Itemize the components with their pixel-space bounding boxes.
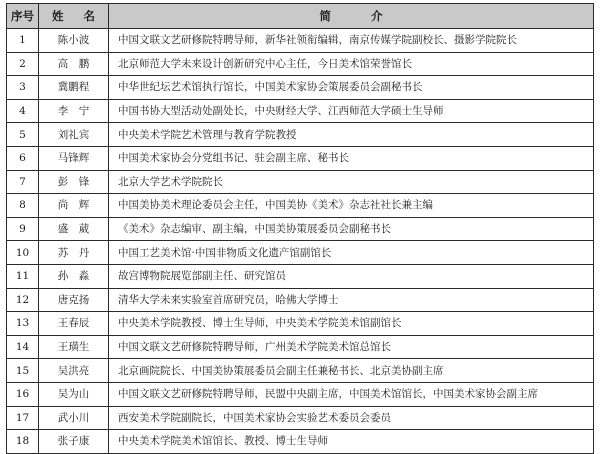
row-bio: 清华大学未来实验室首席研究员，哈佛大学博士	[109, 288, 594, 312]
header-no: 序号	[7, 4, 39, 29]
row-bio: 北京大学艺术学院院长	[109, 170, 594, 194]
header-name: 姓 名	[39, 4, 109, 29]
row-bio: 中国美术家协会分党组书记、驻会副主席、秘书长	[109, 146, 594, 170]
row-number: 6	[7, 146, 39, 170]
row-number: 14	[7, 335, 39, 359]
row-name: 盛 葳	[39, 217, 109, 241]
row-bio: 故宫博物院展览部副主任、研究馆员	[109, 264, 594, 288]
table-row	[7, 76, 594, 100]
row-name: 冀鹏程	[39, 76, 109, 100]
row-bio: 中国文联文艺研修院特聘导师，新华社领衔编辑，南京传媒学院副校长、摄影学院院长	[109, 29, 594, 53]
table-row	[7, 52, 594, 76]
row-name: 刘礼宾	[39, 123, 109, 147]
table-row	[7, 146, 594, 170]
row-number: 4	[7, 99, 39, 123]
row-number: 11	[7, 264, 39, 288]
row-number: 9	[7, 217, 39, 241]
row-bio: 中国工艺美术馆·中国非物质文化遗产馆副馆长	[109, 241, 594, 265]
row-name: 陈小波	[39, 29, 109, 53]
row-name: 王璜生	[39, 335, 109, 359]
table-row	[7, 335, 594, 359]
row-name: 彭 锋	[39, 170, 109, 194]
table-row	[7, 382, 594, 406]
row-bio: 中央美术学院教授、博士生导师，中央美术学院美术馆副馆长	[109, 312, 594, 336]
row-number: 2	[7, 52, 39, 76]
row-name: 吴洪亮	[39, 359, 109, 383]
header-bio: 简 介	[109, 4, 594, 29]
row-number: 16	[7, 382, 39, 406]
row-bio: 北京师范大学未来设计创新研究中心主任，今日美术馆荣誉馆长	[109, 52, 594, 76]
row-number: 1	[7, 29, 39, 53]
table-row	[7, 194, 594, 218]
table-row	[7, 170, 594, 194]
row-name: 李 宁	[39, 99, 109, 123]
table-row	[7, 430, 594, 454]
row-number: 15	[7, 359, 39, 383]
row-name: 高 鹏	[39, 52, 109, 76]
row-bio: 中国美协美术理论委员会主任，中国美协《美术》杂志社社长兼主编	[109, 194, 594, 218]
row-bio: 《美术》杂志编审、副主编，中国美协策展委员会副秘书长	[109, 217, 594, 241]
row-bio: 中央美术学院艺术管理与教育学院教授	[109, 123, 594, 147]
row-name: 吴为山	[39, 382, 109, 406]
row-name: 张子康	[39, 430, 109, 454]
table-row	[7, 312, 594, 336]
row-number: 7	[7, 170, 39, 194]
row-bio: 西安美术学院副院长，中国美术家协会实验艺术委员会委员	[109, 406, 594, 430]
row-name: 武小川	[39, 406, 109, 430]
row-number: 13	[7, 312, 39, 336]
table-row	[7, 29, 594, 53]
row-bio: 中央美术学院美术馆馆长、教授、博士生导师	[109, 430, 594, 454]
table-row	[7, 288, 594, 312]
row-number: 3	[7, 76, 39, 100]
table-body	[7, 29, 594, 454]
row-number: 12	[7, 288, 39, 312]
row-number: 8	[7, 194, 39, 218]
row-name: 尚 辉	[39, 194, 109, 218]
row-number: 5	[7, 123, 39, 147]
table-row	[7, 217, 594, 241]
row-name: 唐克扬	[39, 288, 109, 312]
table-row	[7, 359, 594, 383]
row-number: 10	[7, 241, 39, 265]
table-row	[7, 241, 594, 265]
row-bio: 北京画院院长、中国美协策展委员会副主任兼秘书长、北京美协副主席	[109, 359, 594, 383]
row-bio: 中国文联文艺研修院特聘导师，民盟中央副主席，中国美术馆馆长，中国美术家协会副主席	[109, 382, 594, 406]
table-row	[7, 406, 594, 430]
table-row	[7, 123, 594, 147]
row-bio: 中国文联文艺研修院特聘导师，广州美术学院美术馆总馆长	[109, 335, 594, 359]
row-bio: 中华世纪坛艺术馆执行馆长，中国美术家协会策展委员会副秘书长	[109, 76, 594, 100]
row-number: 17	[7, 406, 39, 430]
row-bio: 中国书协大型活动处副处长，中央财经大学、江西师范大学硕士生导师	[109, 99, 594, 123]
row-name: 王春辰	[39, 312, 109, 336]
header-row	[7, 4, 594, 29]
row-number: 18	[7, 430, 39, 454]
row-name: 马锋辉	[39, 146, 109, 170]
row-name: 孙 淼	[39, 264, 109, 288]
table-row	[7, 99, 594, 123]
table-row	[7, 264, 594, 288]
row-name: 苏 丹	[39, 241, 109, 265]
member-table	[6, 3, 594, 454]
